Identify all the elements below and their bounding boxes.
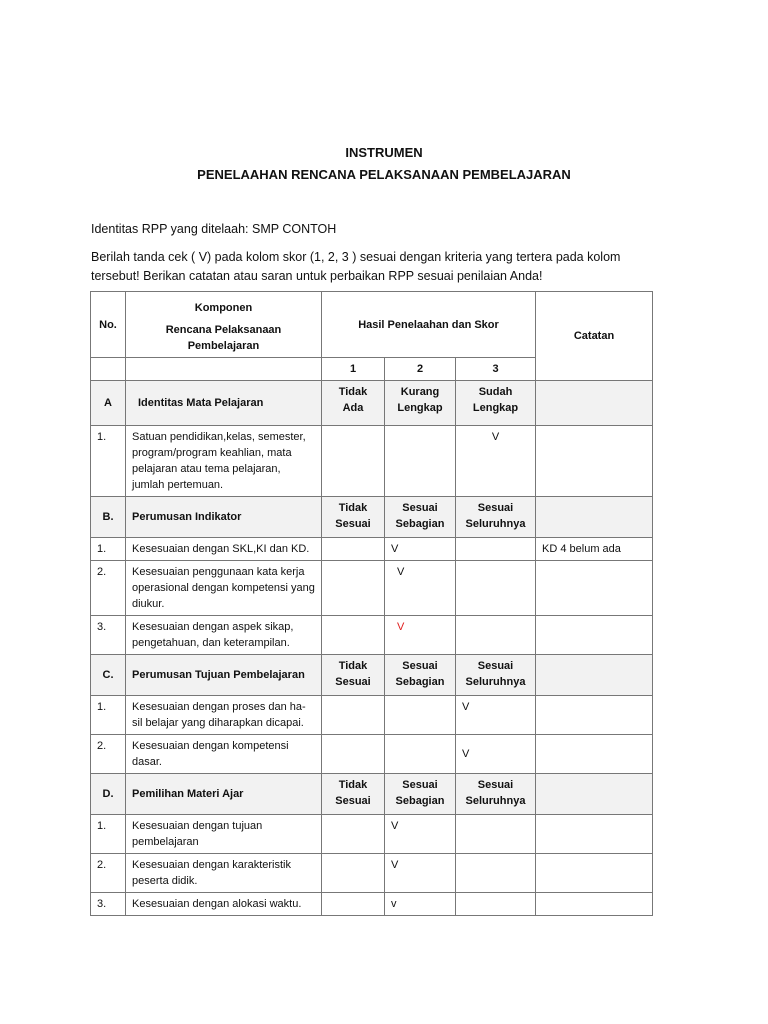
item-score-1 [322, 538, 385, 561]
table-row [91, 696, 653, 735]
item-note [536, 735, 653, 774]
section-label-2: Kurang Lengkap [385, 381, 456, 426]
item-text: Kesesuaian dengan kompetensi dasar. [126, 735, 322, 774]
item-score-2: V [385, 815, 456, 854]
section-label-3: Sesuai Seluruhnya [456, 655, 536, 696]
item-score-2: v [385, 893, 456, 916]
document-subtitle: PENELAAHAN RENCANA PELAKSANAAN PEMBELAJARAN [197, 167, 571, 182]
item-score-3 [456, 561, 536, 616]
section-label-1: Tidak Sesuai [322, 655, 385, 696]
item-score-3 [456, 616, 536, 655]
item-text: Kesesuaian dengan alokasi waktu. [126, 893, 322, 916]
item-score-2: V [385, 854, 456, 893]
item-score-1 [322, 735, 385, 774]
item-no: 1. [91, 696, 126, 735]
section-note [536, 381, 653, 426]
item-text: Kesesuaian dengan aspek sikap, pengetahuan, dan keterampilan. [126, 616, 322, 655]
section-title: Identitas Mata Pelajaran [126, 381, 322, 426]
header-no: No. [91, 292, 126, 358]
header-komponen-line1: Komponen [194, 302, 253, 314]
table-row [91, 815, 653, 854]
rpp-identity: Identitas RPP yang ditelaah: SMP CONTOH [91, 222, 337, 236]
item-score-3 [456, 815, 536, 854]
item-note [536, 893, 653, 916]
item-note [536, 561, 653, 616]
section-label-1: Tidak Sesuai [322, 497, 385, 538]
item-note [536, 616, 653, 655]
section-title: Perumusan Indikator [126, 497, 322, 538]
item-score-1 [322, 854, 385, 893]
item-score-3 [456, 893, 536, 916]
item-text: Kesesuaian dengan karakteristik peserta didik. [126, 854, 322, 893]
section-code: A [91, 381, 126, 426]
item-no: 3. [91, 893, 126, 916]
item-no: 1. [91, 815, 126, 854]
item-score-2: V [385, 561, 456, 616]
document-title: INSTRUMEN [345, 145, 423, 160]
section-row-c [91, 655, 653, 696]
item-note [536, 854, 653, 893]
item-no: 1. [91, 426, 126, 497]
section-title: Pemilihan Materi Ajar [126, 774, 322, 815]
item-score-3 [456, 854, 536, 893]
item-text: Kesesuaian dengan proses dan ha-sil belajar yang diharapkan dicapai. [126, 696, 322, 735]
item-score-1 [322, 616, 385, 655]
item-score-2 [385, 735, 456, 774]
item-score-2: V [385, 538, 456, 561]
table-row [91, 616, 653, 655]
item-no: 2. [91, 735, 126, 774]
section-row-a [91, 381, 653, 426]
section-note [536, 774, 653, 815]
section-label-2: Sesuai Sebagian [385, 655, 456, 696]
score-1-header: 1 [322, 358, 385, 381]
section-label-2: Sesuai Sebagian [385, 774, 456, 815]
empty-cell [91, 358, 126, 381]
item-score-2-highlighted: V [385, 616, 456, 655]
item-score-2 [385, 696, 456, 735]
section-row-d [91, 774, 653, 815]
table-row [91, 538, 653, 561]
header-komponen [126, 292, 322, 358]
section-code: C. [91, 655, 126, 696]
item-text: Kesesuaian dengan tujuan pembelajaran [126, 815, 322, 854]
header-catatan: Catatan [536, 292, 653, 381]
item-note: KD 4 belum ada [536, 538, 653, 561]
item-score-1 [322, 815, 385, 854]
table-row [91, 561, 653, 616]
section-label-3: Sudah Lengkap [456, 381, 536, 426]
table-row [91, 854, 653, 893]
item-no: 1. [91, 538, 126, 561]
score-2-header: 2 [385, 358, 456, 381]
item-score-1 [322, 893, 385, 916]
section-code: D. [91, 774, 126, 815]
item-score-2 [385, 426, 456, 497]
section-note [536, 497, 653, 538]
section-row-b [91, 497, 653, 538]
score-3-header: 3 [456, 358, 536, 381]
item-text: Kesesuaian dengan SKL,KI dan KD. [126, 538, 322, 561]
section-label-3: Sesuai Seluruhnya [456, 774, 536, 815]
assessment-table [90, 291, 653, 916]
item-text: Kesesuaian penggunaan kata kerja operasional dengan kompetensi yang diukur. [126, 561, 322, 616]
instruction-text: Berilah tanda cek ( V) pada kolom skor (1, 2, 3 ) sesuai dengan kriteria yang tertera pada kolom tersebut! Berikan catatan atau saran untuk perbaikan RPP sesuai penilaian Anda! [91, 250, 621, 283]
item-score-3 [456, 538, 536, 561]
item-score-1 [322, 696, 385, 735]
section-note [536, 655, 653, 696]
table-row [91, 893, 653, 916]
table-header-row [91, 292, 653, 358]
item-score-3: V [456, 696, 536, 735]
item-score-3: V [456, 735, 536, 774]
item-no: 2. [91, 854, 126, 893]
section-label-1: Tidak Ada [322, 381, 385, 426]
item-note [536, 696, 653, 735]
item-no: 2. [91, 561, 126, 616]
item-text: Satuan pendidikan,kelas, semester, program/program keahlian, mata pelajaran atau tema pelajaran, jumlah pertemuan. [126, 426, 322, 497]
table-row [91, 735, 653, 774]
section-label-3: Sesuai Seluruhnya [456, 497, 536, 538]
item-score-1 [322, 561, 385, 616]
section-code: B. [91, 497, 126, 538]
table-row [91, 426, 653, 497]
item-score-1 [322, 426, 385, 497]
header-komponen-line2: Rencana Pelaksanaan Pembelajaran [165, 324, 282, 352]
item-note [536, 815, 653, 854]
empty-cell [126, 358, 322, 381]
header-hasil: Hasil Penelaahan dan Skor [322, 292, 536, 358]
section-title: Perumusan Tujuan Pembelajaran [126, 655, 322, 696]
item-score-3: V [456, 426, 536, 497]
section-label-2: Sesuai Sebagian [385, 497, 456, 538]
item-no: 3. [91, 616, 126, 655]
section-label-1: Tidak Sesuai [322, 774, 385, 815]
item-note [536, 426, 653, 497]
